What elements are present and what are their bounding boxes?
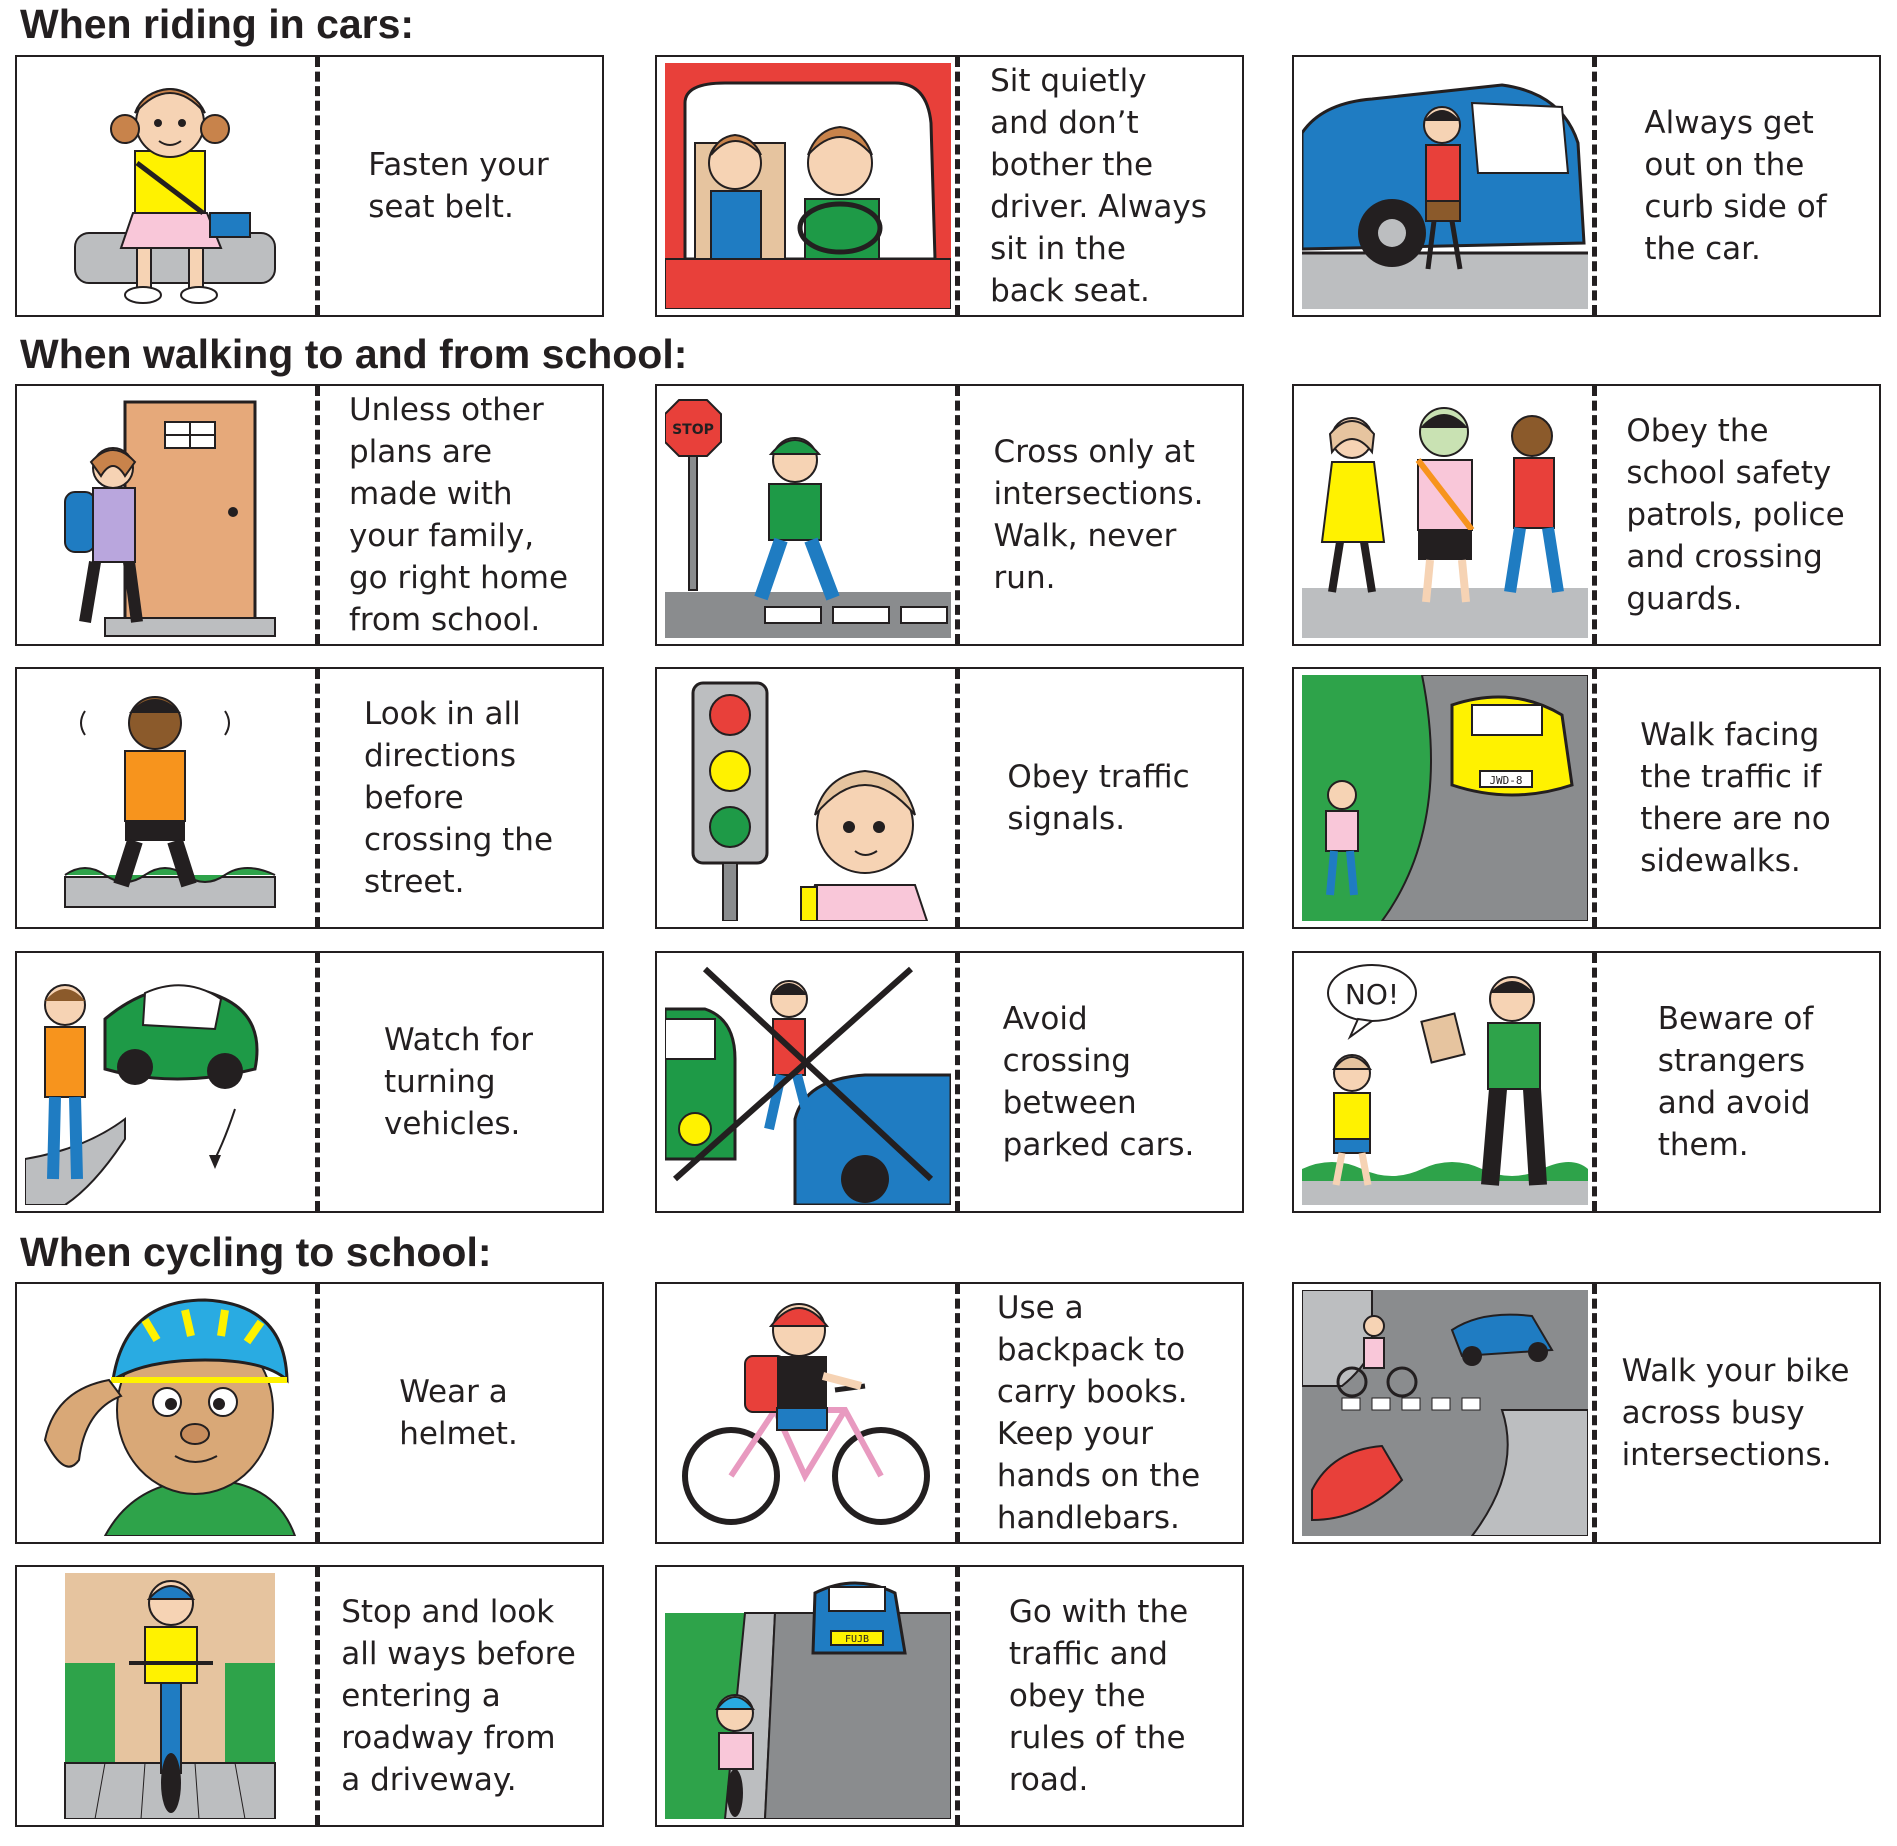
girl-seat-belt-icon: [25, 63, 311, 309]
card-text: Sit quietly and don’t bother the driver. Always sit in the back seat.: [990, 63, 1207, 309]
card-divider: [955, 1567, 960, 1825]
helmet-icon: [25, 1290, 311, 1536]
card-divider: [955, 669, 960, 927]
card-divider: [315, 1567, 320, 1825]
card-turning-vehicles: [15, 951, 604, 1213]
traffic-light-icon: [665, 675, 951, 921]
card-text: Avoid crossing between parked cars.: [1002, 1001, 1195, 1163]
driveway-bike-icon: [25, 1573, 311, 1819]
card-divider: [955, 386, 960, 644]
card-strangers: [1292, 951, 1881, 1213]
parked-cars-icon: [665, 959, 951, 1205]
card-seat-belt: [15, 55, 604, 317]
card-divider: [955, 953, 960, 1211]
card-divider: [315, 669, 320, 927]
card-go-with-traffic: [655, 1565, 1244, 1827]
heading-cycling-to-school: When cycling to school:: [20, 1229, 492, 1275]
card-divider: [315, 386, 320, 644]
card-divider: [315, 1284, 320, 1542]
card-text: Use a backpack to carry books. Keep your hands on the handlebars.: [996, 1290, 1201, 1536]
card-traffic-signals: [655, 667, 1244, 929]
car-interior-icon: [665, 63, 951, 309]
stranger-icon: [1302, 959, 1588, 1205]
card-text: Obey traffic signals.: [1007, 759, 1190, 837]
home-door-icon: [25, 392, 311, 638]
card-safety-patrols: [1292, 384, 1881, 646]
card-walk-facing-traffic: [1292, 667, 1881, 929]
speech-bubble-text: NO!: [1344, 978, 1400, 1011]
card-text: Always get out on the curb side of the car.: [1644, 105, 1827, 267]
bicycle-icon: [665, 1290, 951, 1536]
card-text: Wear a helmet.: [399, 1374, 518, 1452]
card-text: Look in all directions before crossing the street.: [363, 696, 554, 900]
card-text: Stop and look all ways before entering a roadway from a driveway.: [341, 1594, 576, 1798]
card-text: Go with the traffic and obey the rules of the road.: [1008, 1594, 1189, 1798]
stop-sign-text: STOP: [672, 422, 714, 438]
crosswalk-bike-icon: [1302, 1290, 1588, 1536]
card-divider: [315, 953, 320, 1211]
look-around-icon: [25, 675, 311, 921]
card-helmet: [15, 1282, 604, 1544]
card-divider: [1592, 57, 1597, 315]
card-cross-intersections: [655, 384, 1244, 646]
license-plate-text: FUJB: [844, 1634, 870, 1645]
card-look-all-directions: [15, 667, 604, 929]
card-divider: [1592, 953, 1597, 1211]
card-quiet-back-seat: [655, 55, 1244, 317]
card-divider: [315, 57, 320, 315]
card-backpack-handlebars: [655, 1282, 1244, 1544]
card-curb-side: [1292, 55, 1881, 317]
stop-sign-icon: [665, 392, 951, 638]
card-text: Walk your bike across busy intersections.: [1621, 1353, 1850, 1473]
card-divider: [1592, 669, 1597, 927]
card-go-home: [15, 384, 604, 646]
road-walk-icon: [1302, 675, 1588, 921]
card-text: Cross only at intersections. Walk, never run.: [993, 434, 1204, 596]
card-text: Watch for turning vehicles.: [384, 1022, 533, 1142]
crossing-guard-icon: [1302, 392, 1588, 638]
exit-car-icon: [1302, 63, 1588, 309]
card-text: Fasten your seat belt.: [368, 147, 549, 225]
turning-car-icon: [25, 959, 311, 1205]
card-driveway: [15, 1565, 604, 1827]
license-plate-text: JWD-8: [1489, 774, 1523, 787]
road-bike-icon: [665, 1573, 951, 1819]
card-text: Beware of strangers and avoid them.: [1657, 1001, 1814, 1163]
card-walk-bike: [1292, 1282, 1881, 1544]
card-divider: [1592, 1284, 1597, 1542]
heading-walking-to-school: When walking to and from school:: [20, 331, 688, 377]
card-text: Walk facing the traffic if there are no sidewalks.: [1640, 717, 1831, 879]
card-text: Unless other plans are made with your family, go right home from school.: [348, 392, 569, 638]
heading-riding-in-cars: When riding in cars:: [20, 1, 415, 47]
card-text: Obey the school safety patrols, police and crossing guards.: [1626, 413, 1845, 617]
card-divider: [1592, 386, 1597, 644]
card-divider: [955, 57, 960, 315]
card-parked-cars: [655, 951, 1244, 1213]
card-divider: [955, 1284, 960, 1542]
